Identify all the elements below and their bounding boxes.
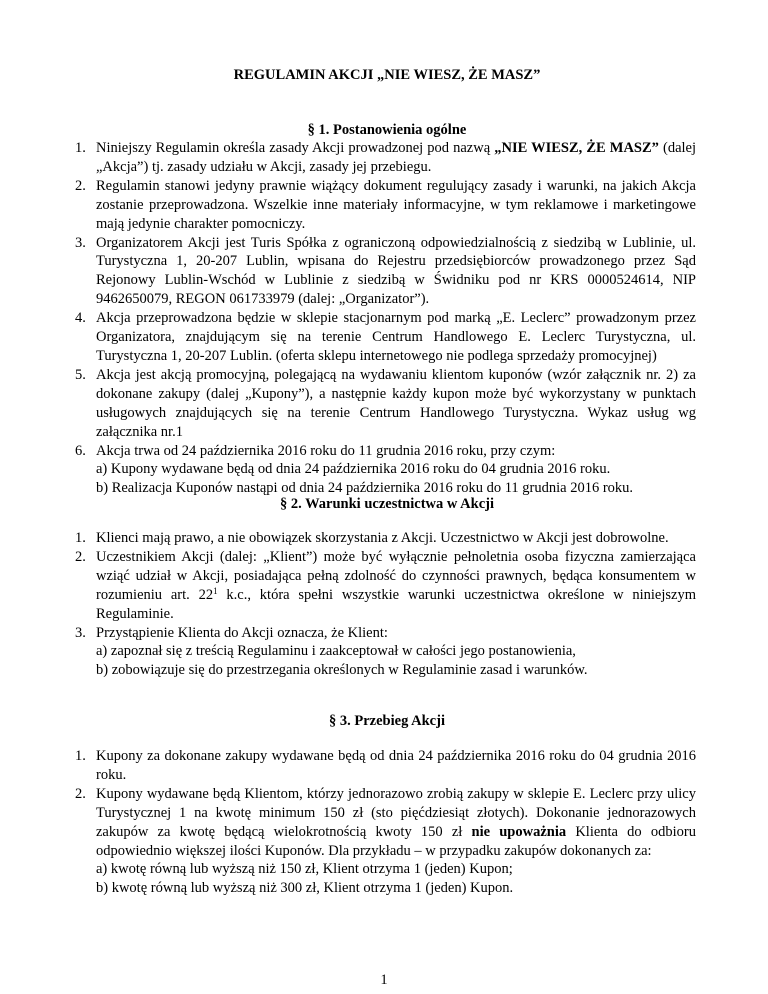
item-text: Akcja trwa od 24 października 2016 roku do 11 grudnia 2016 roku, przy czym:: [96, 442, 556, 459]
item-text: Uczestnikiem Akcji (dalej: „Klient”) może być wyłącznie pełnoletnia osoba fizyczna zamierzająca wziąć udział w Akcji, posiadająca pełną zdolność do czynności prawnych, będąca konsumentem w rozumieniu art. 22: [96, 548, 696, 603]
list-item: [75, 785, 696, 898]
item-number: 1.: [75, 140, 86, 156]
item-text: Przystąpienie Klienta do Akcji oznacza, że Klient:: [96, 624, 388, 641]
sub-item: b) zobowiązuje się do przestrzegania określonych w Regulaminie zasad i warunków.: [96, 662, 588, 679]
section-3-list: [75, 747, 696, 898]
item-text: (dalej „Akcja”) tj. zasady udziału w Akcji, zasady jej przebiegu.: [96, 140, 696, 175]
item-text: Klienta do odbioru odpowiednio większej ilości Kuponów. Dla przykładu – w przypadku zakupów dokonanych za:: [96, 823, 696, 859]
item-number: 3.: [75, 234, 86, 251]
page-number: 1: [380, 972, 388, 988]
item-number: 2.: [75, 785, 86, 802]
item-bold-text: „NIE WIESZ, ŻE MASZ”: [494, 140, 659, 156]
item-number: 2.: [75, 177, 86, 194]
item-bold-text: nie upoważnia: [471, 823, 567, 840]
item-text: Kupony wydawane będą Klientom, którzy jednorazowo zrobią zakupy w sklepie E. Leclerc przy ulicy Turystycznej 1 na kwotę minimum 150 zł (sto pięćdziesiąt złotych). Dokonanie jednorazowych zakupów za kwotę będącą wielokrotnością kwoty 150 zł: [96, 785, 696, 840]
item-text: Akcja jest akcją promocyjną, polegającą na wydawaniu klientom kuponów (wzór załącznik nr. 2) za dokonane zakupy (dalej „Kupony”), a następnie każdy kupon może być wykorzystany w punktach usługowych znajdujących się na terenie Centrum Handlowego Turystyczna. Wykaz usług wg załącznika nr.1: [96, 366, 696, 440]
item-number: 4.: [75, 310, 86, 327]
list-item: [75, 234, 696, 310]
item-number: 5.: [75, 366, 86, 383]
list-item: [75, 139, 696, 177]
list-item: [75, 366, 696, 442]
sub-item: a) kwotę równą lub wyższą niż 150 zł, Klient otrzyma 1 (jeden) Kupon;: [96, 861, 513, 878]
item-text: Akcja przeprowadzona będzie w sklepie stacjonarnym pod marką „E. Leclerc” prowadzonym przez Organizatora, znajdującym się na terenie Centrum Handlowego E. Leclerc Turystyczna, ul. Turystyczna 1, 20-207 Lublin. (oferta sklepu internetowego nie podlega sprzedaży promocyjnej): [96, 310, 696, 364]
item-text: Niniejszy Regulamin określa zasady Akcji prowadzonej pod nazwą: [96, 140, 495, 156]
list-item: [75, 747, 696, 785]
list-item: [75, 548, 696, 624]
item-number: 3.: [75, 624, 86, 641]
document-title: REGULAMIN AKCJI „NIE WIESZ, ŻE MASZ”: [233, 67, 541, 83]
item-text: Organizatorem Akcji jest Turis Spółka z ograniczoną odpowiedzialnością z siedzibą w Lublinie, ul. Turystyczna 1, 20-207 Lublin, wpisana do Rejestru przedsiębiorców prowadzonego przez Sąd Rejonowy Lublin-Wschód w Lublinie z siedzibą w Świdniku pod nr KRS 0000524614, NIP 9462650079, REGON 061733979 (dalej: „Organizator”).: [96, 234, 696, 308]
item-number: 1.: [75, 530, 86, 546]
list-item: [75, 529, 696, 548]
section-heading-1: § 1. Postanowienia ogólne: [307, 122, 467, 138]
sub-item: b) Realizacja Kuponów nastąpi od dnia 24 października 2016 roku do 11 grudnia 2016 roku.: [96, 480, 634, 497]
item-number: 1.: [75, 748, 86, 764]
item-text: Regulamin stanowi jedyny prawnie wiążący dokument regulujący zasady i warunki, na jakich Akcja zostanie przeprowadzona. Wszelkie inne materiały informacyjne, w tym reklamowe i marketingowe mają jedynie charakter pomocniczy.: [96, 177, 696, 232]
sub-item: b) kwotę równą lub wyższą niż 300 zł, Klient otrzyma 1 (jeden) Kupon.: [96, 880, 514, 897]
list-item: [75, 442, 696, 499]
item-number: 6.: [75, 442, 86, 459]
item-text: k.c., która spełni wszystkie warunki uczestnictwa określone w niniejszym Regulaminie.: [96, 586, 696, 622]
list-item: [75, 309, 696, 366]
item-text: Klienci mają prawo, a nie obowiązek skorzystania z Akcji. Uczestnictwo w Akcji jest dobrowolne.: [96, 530, 669, 546]
section-2-list: [75, 529, 696, 680]
section-1-list: [75, 139, 696, 498]
item-number: 2.: [75, 548, 86, 565]
item-text: Kupony za dokonane zakupy wydawane będą od dnia 24 października 2016 roku do 04 grudnia 2016 roku.: [96, 748, 696, 783]
section-heading-3: § 3. Przebieg Akcji: [329, 713, 445, 729]
sub-item: a) zapoznał się z treścią Regulaminu i zaakceptował w całości jego postanowienia,: [96, 643, 576, 660]
section-heading-2: § 2. Warunki uczestnictwa w Akcji: [279, 496, 495, 512]
list-item: [75, 624, 696, 681]
superscript: 1: [213, 585, 218, 596]
sub-item: a) Kupony wydawane będą od dnia 24 października 2016 roku do 04 grudnia 2016 roku.: [96, 461, 611, 478]
list-item: [75, 177, 696, 234]
